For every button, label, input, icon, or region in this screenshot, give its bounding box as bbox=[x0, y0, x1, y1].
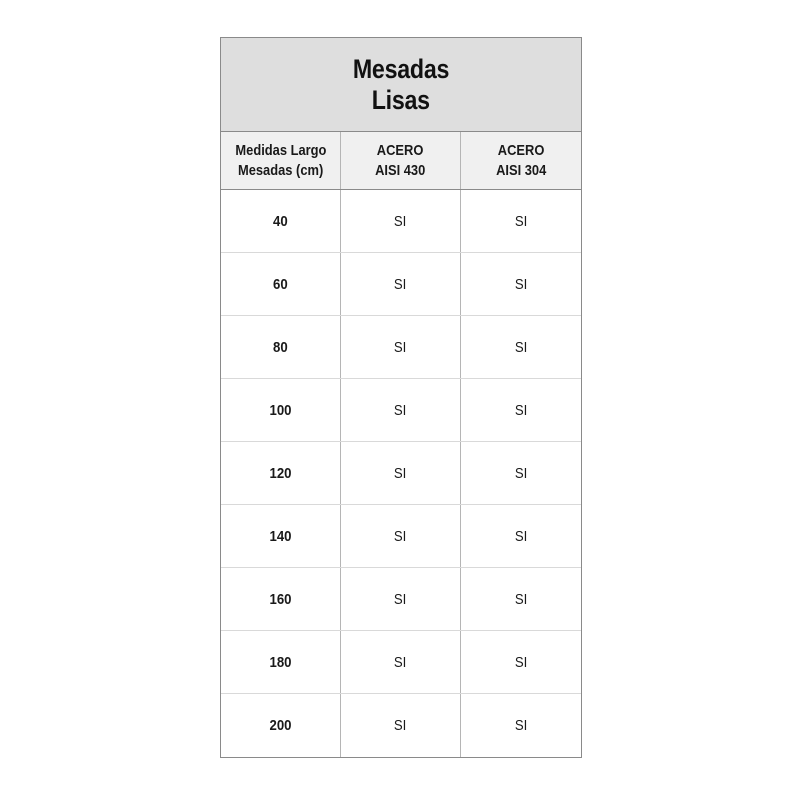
title-line-2: Lisas bbox=[371, 84, 431, 115]
aisi-430-cell: SI bbox=[341, 316, 461, 378]
size-cell: 140 bbox=[221, 505, 341, 567]
table-body bbox=[221, 190, 581, 757]
aisi-304-cell: SI bbox=[514, 338, 528, 356]
size-cell: 120 bbox=[221, 442, 341, 504]
aisi-304-cell: SI bbox=[514, 212, 528, 230]
size-cell: 160 bbox=[221, 568, 341, 630]
size-cell: 100 bbox=[221, 379, 341, 441]
aisi-304-cell: SI bbox=[514, 401, 528, 419]
aisi-304-cell: SI bbox=[514, 590, 528, 608]
table-title bbox=[221, 38, 581, 132]
aisi-430-cell: SI bbox=[341, 631, 461, 693]
header-medidas-line-2: Mesadas (cm) bbox=[237, 161, 324, 179]
header-aisi-304-line-1: ACERO bbox=[497, 141, 545, 159]
mesadas-table bbox=[220, 37, 582, 758]
size-cell: 180 bbox=[221, 631, 341, 693]
table-header-row bbox=[221, 132, 581, 190]
size-cell: 60 bbox=[221, 253, 341, 315]
size-cell: 40 bbox=[221, 190, 341, 252]
table-row bbox=[221, 190, 581, 253]
aisi-430-cell: SI bbox=[341, 568, 461, 630]
aisi-430-cell: SI bbox=[341, 442, 461, 504]
table-row bbox=[221, 253, 581, 316]
aisi-304-cell: SI bbox=[514, 653, 528, 671]
table-row bbox=[221, 505, 581, 568]
header-medidas-line-1: Medidas Largo bbox=[234, 141, 327, 159]
table-row bbox=[221, 631, 581, 694]
aisi-430-cell: SI bbox=[341, 190, 461, 252]
table-row bbox=[221, 694, 581, 757]
aisi-430-cell: SI bbox=[341, 694, 461, 757]
title-line-1: Mesadas bbox=[352, 53, 450, 84]
header-aisi-430 bbox=[341, 132, 461, 189]
aisi-430-cell: SI bbox=[341, 505, 461, 567]
table-row bbox=[221, 568, 581, 631]
header-aisi-430-line-2: AISI 430 bbox=[375, 161, 426, 179]
table-row bbox=[221, 442, 581, 505]
aisi-430-cell: SI bbox=[341, 253, 461, 315]
aisi-304-cell: SI bbox=[514, 275, 528, 293]
table-row bbox=[221, 316, 581, 379]
size-cell: 80 bbox=[221, 316, 341, 378]
aisi-304-cell: SI bbox=[514, 464, 528, 482]
header-aisi-304-line-2: AISI 304 bbox=[495, 161, 547, 179]
size-cell: 200 bbox=[221, 694, 341, 757]
header-aisi-304 bbox=[461, 132, 581, 189]
header-medidas bbox=[221, 132, 341, 189]
aisi-304-cell: SI bbox=[514, 527, 528, 545]
header-aisi-430-line-1: ACERO bbox=[377, 141, 424, 159]
aisi-430-cell: SI bbox=[341, 379, 461, 441]
table-row bbox=[221, 379, 581, 442]
aisi-304-cell: SI bbox=[514, 717, 528, 734]
